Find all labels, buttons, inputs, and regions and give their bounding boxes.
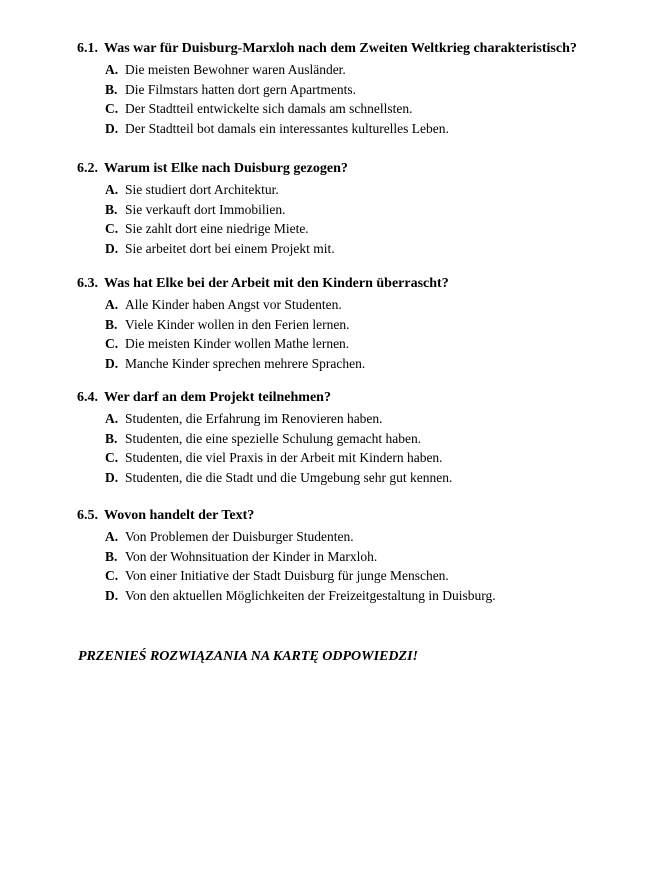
option-text: Von einer Initiative der Stadt Duisburg für junge Menschen. [125,568,449,583]
question-block-6-4 [77,389,637,487]
question-text: Was war für Duisburg-Marxloh nach dem Zweiten Weltkrieg charakteristisch? [104,41,577,56]
option-d [105,239,637,259]
option-c [105,334,637,354]
option-letter: A. [105,411,119,426]
question-text: Wer darf an dem Projekt teilnehmen? [104,390,331,405]
question-number: 6.4. [77,390,98,405]
question-number: 6.2. [77,161,98,176]
option-text: Studenten, die die Stadt und die Umgebung sehr gut kennen. [125,469,453,485]
option-letter: B. [105,430,118,446]
option-letter: B. [105,201,118,217]
question-title [77,507,637,527]
option-text: Die Filmstars hatten dort gern Apartments. [125,81,356,97]
option-text: Von der Wohnsituation der Kinder in Marxloh. [125,548,378,564]
option-text: Sie zahlt dort eine niedrige Miete. [125,221,309,236]
option-d [105,586,637,606]
option-letter: B. [105,81,118,97]
option-d [105,354,637,374]
question-block-6-5 [77,507,637,605]
option-text: Von den aktuellen Möglichkeiten der Freizeitgestaltung in Duisburg. [125,587,496,603]
question-block-6-1 [77,40,637,138]
option-text: Der Stadtteil bot damals ein interessantes kulturelles Leben. [125,120,449,136]
option-b [105,547,637,567]
question-title [77,40,637,60]
option-list [77,60,637,138]
option-letter: D. [105,355,119,371]
option-b [105,315,637,335]
option-text: Sie arbeitet dort bei einem Projekt mit. [125,240,335,256]
option-letter: A. [105,297,119,312]
option-c [105,219,637,239]
option-text: Von Problemen der Duisburger Studenten. [125,529,354,544]
option-list [77,295,637,373]
option-d [105,468,637,488]
option-text: Die meisten Bewohner waren Ausländer. [125,62,346,77]
option-letter: C. [105,221,119,236]
option-letter: B. [105,316,118,332]
question-number: 6.5. [77,508,98,523]
question-text: Warum ist Elke nach Duisburg gezogen? [104,161,348,176]
option-letter: D. [105,469,119,485]
option-c [105,566,637,586]
option-a [105,295,637,315]
option-letter: C. [105,568,119,583]
option-list [77,180,637,258]
option-b [105,200,637,220]
option-text: Die meisten Kinder wollen Mathe lernen. [125,336,350,351]
option-a [105,180,637,200]
option-b [105,429,637,449]
option-b [105,80,637,100]
option-letter: B. [105,548,118,564]
option-text: Sie verkauft dort Immobilien. [125,201,286,217]
option-letter: A. [105,62,119,77]
option-text: Studenten, die Erfahrung im Renovieren haben. [125,411,383,426]
transfer-answers-instruction: PRZENIEŚ ROZWIĄZANIA NA KARTĘ ODPOWIEDZI! [78,649,418,664]
option-c [105,448,637,468]
option-letter: C. [105,101,119,116]
option-letter: D. [105,587,119,603]
option-letter: A. [105,529,119,544]
question-title [77,389,637,409]
option-text: Alle Kinder haben Angst vor Studenten. [125,297,342,312]
option-text: Studenten, die viel Praxis in der Arbeit mit Kindern haben. [125,450,443,465]
option-text: Der Stadtteil entwickelte sich damals am schnellsten. [125,101,413,116]
question-text: Wovon handelt der Text? [104,508,255,523]
option-c [105,99,637,119]
option-text: Manche Kinder sprechen mehrere Sprachen. [125,355,366,371]
option-a [105,527,637,547]
question-title [77,275,637,295]
option-letter: D. [105,240,119,256]
question-number: 6.1. [77,41,98,56]
option-text: Studenten, die eine spezielle Schulung gemacht haben. [125,430,422,446]
option-list [77,527,637,605]
option-a [105,409,637,429]
question-title [77,160,637,180]
option-letter: C. [105,450,119,465]
option-letter: C. [105,336,119,351]
option-list [77,409,637,487]
option-a [105,60,637,80]
option-text: Sie studiert dort Architektur. [125,182,279,197]
question-block-6-3 [77,275,637,373]
question-number: 6.3. [77,276,98,291]
option-letter: D. [105,120,119,136]
option-letter: A. [105,182,119,197]
question-text: Was hat Elke bei der Arbeit mit den Kindern überrascht? [104,276,449,291]
option-text: Viele Kinder wollen in den Ferien lernen. [125,316,350,332]
option-d [105,119,637,139]
question-block-6-2 [77,160,637,258]
